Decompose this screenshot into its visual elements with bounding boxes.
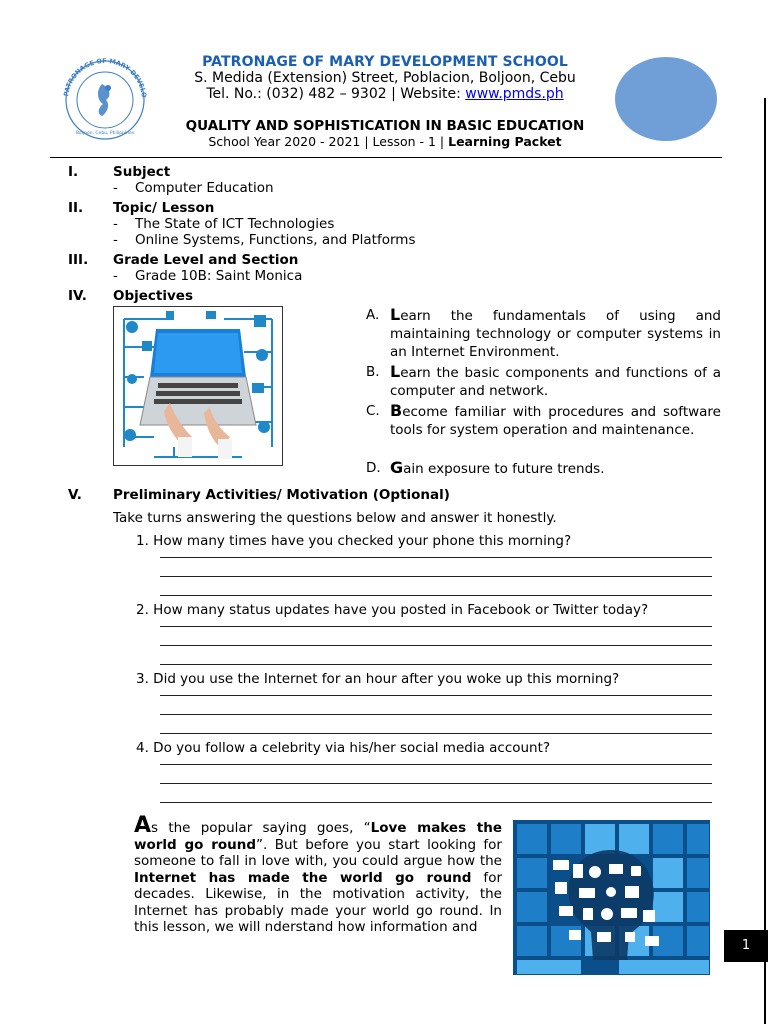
objective-initial: L: [390, 305, 401, 324]
intro-paragraph: [134, 813, 502, 936]
answer-line[interactable]: [160, 626, 712, 627]
question-2: 2. How many status updates have you posted in Facebook or Twitter today?: [136, 602, 649, 618]
section-title-subject: Subject: [113, 164, 171, 180]
section-title-objectives: Objectives: [113, 288, 193, 304]
school-tagline: QUALITY AND SOPHISTICATION IN BASIC EDUCATION: [185, 118, 585, 134]
question-3: 3. Did you use the Internet for an hour after you woke up this morning?: [136, 671, 620, 687]
answer-line[interactable]: [160, 664, 712, 665]
section-title-preliminary: Preliminary Activities/ Motivation (Optional): [113, 487, 450, 503]
answer-line[interactable]: [160, 733, 712, 734]
list-item: - The State of ICT Technologies: [113, 216, 335, 232]
paragraph-text: s the popular saying goes, “: [151, 820, 371, 836]
technology-icons-image: [513, 820, 710, 975]
school-address: S. Medida (Extension) Street, Poblacion, Boljoon, Cebu: [194, 70, 576, 86]
answer-line[interactable]: [160, 695, 712, 696]
page-margin-rule: [764, 98, 766, 1024]
answer-line[interactable]: [160, 645, 712, 646]
section-title-grade: Grade Level and Section: [113, 252, 299, 268]
school-year-line: [150, 134, 620, 149]
section-number-subject: I.: [68, 164, 79, 180]
section-number-grade: III.: [68, 252, 89, 268]
paragraph-text: for decades. Likewise, in the motivation activity, the Internet has probably made your world go round. In this lesson, we will nderstand how information and: [134, 869, 502, 935]
subject-item-text: Computer Education: [135, 180, 274, 196]
section-title-topic: Topic/ Lesson: [113, 200, 215, 216]
answer-line[interactable]: [160, 802, 712, 803]
answer-line[interactable]: [160, 595, 712, 596]
objective-initial: G: [390, 458, 404, 477]
logo-ring-text: PATRONAGE OF MARY DEVELO: [62, 58, 148, 99]
contact-line: [150, 86, 620, 102]
list-item: - Computer Education: [113, 180, 274, 196]
page-number: 1: [724, 930, 768, 962]
grade-item-text: Grade 10B: Saint Monica: [135, 268, 303, 284]
objective-letter: C.: [366, 403, 380, 419]
paragraph-bold-text: Love makes the world go round: [134, 820, 502, 853]
school-logo: [50, 58, 160, 140]
paragraph-bold-text: Internet has made the world go round: [134, 869, 472, 886]
answer-line[interactable]: [160, 714, 712, 715]
paragraph-text: ”. But before you start looking for someone to fall in love with, you could argue how the: [134, 836, 502, 869]
website-link[interactable]: www.pmds.ph: [465, 86, 564, 102]
list-item: - Grade 10B: Saint Monica: [113, 268, 303, 284]
objective-text: earn the fundamentals of using and maintaining technology or computer systems in an Internet Environment.: [390, 308, 721, 360]
answer-line[interactable]: [160, 764, 712, 765]
logo-bottom-text: Boljoon, Cebu, Philippines: [75, 131, 135, 136]
school-header: [150, 54, 620, 102]
drop-cap: A: [134, 813, 152, 838]
objective-initial: L: [390, 362, 401, 381]
objective-item: [366, 459, 722, 479]
objective-letter: D.: [366, 460, 381, 476]
objective-text: earn the basic components and functions of a computer and network.: [390, 365, 721, 399]
section-number-preliminary: V.: [68, 487, 82, 503]
header-oval-shape: [615, 57, 717, 141]
objective-item: [366, 306, 722, 362]
header-divider: [50, 157, 722, 158]
learning-packet-label: Learning Packet: [448, 134, 562, 149]
objective-letter: A.: [366, 307, 380, 323]
school-year-text: School Year 2020 - 2021 | Lesson - 1 |: [208, 134, 449, 149]
objective-letter: B.: [366, 364, 380, 380]
objective-text: ain exposure to future trends.: [403, 461, 605, 477]
question-4: 4. Do you follow a celebrity via his/her social media account?: [136, 740, 551, 756]
answer-line[interactable]: [160, 783, 712, 784]
answer-line[interactable]: [160, 576, 712, 577]
school-name: PATRONAGE OF MARY DEVELOPMENT SCHOOL: [202, 54, 568, 70]
section-number-topic: II.: [68, 200, 84, 216]
question-1: 1. How many times have you checked your phone this morning?: [136, 533, 572, 549]
objective-item: [366, 363, 722, 401]
section-number-objectives: IV.: [68, 288, 87, 304]
list-item: - Online Systems, Functions, and Platforms: [113, 232, 416, 248]
objective-text: ecome familiar with procedures and software tools for system operation and maintenance.: [390, 404, 721, 438]
laptop-network-image: [113, 306, 283, 466]
instruction-text: Take turns answering the questions below and answer it honestly.: [113, 510, 557, 526]
answer-line[interactable]: [160, 557, 712, 558]
objective-item: [366, 402, 722, 458]
objective-initial: B: [390, 401, 403, 420]
topic-item-text: The State of ICT Technologies: [135, 216, 335, 232]
topic-item-text: Online Systems, Functions, and Platforms: [135, 232, 416, 248]
telephone-text: Tel. No.: (032) 482 – 9302 | Website:: [206, 86, 466, 102]
